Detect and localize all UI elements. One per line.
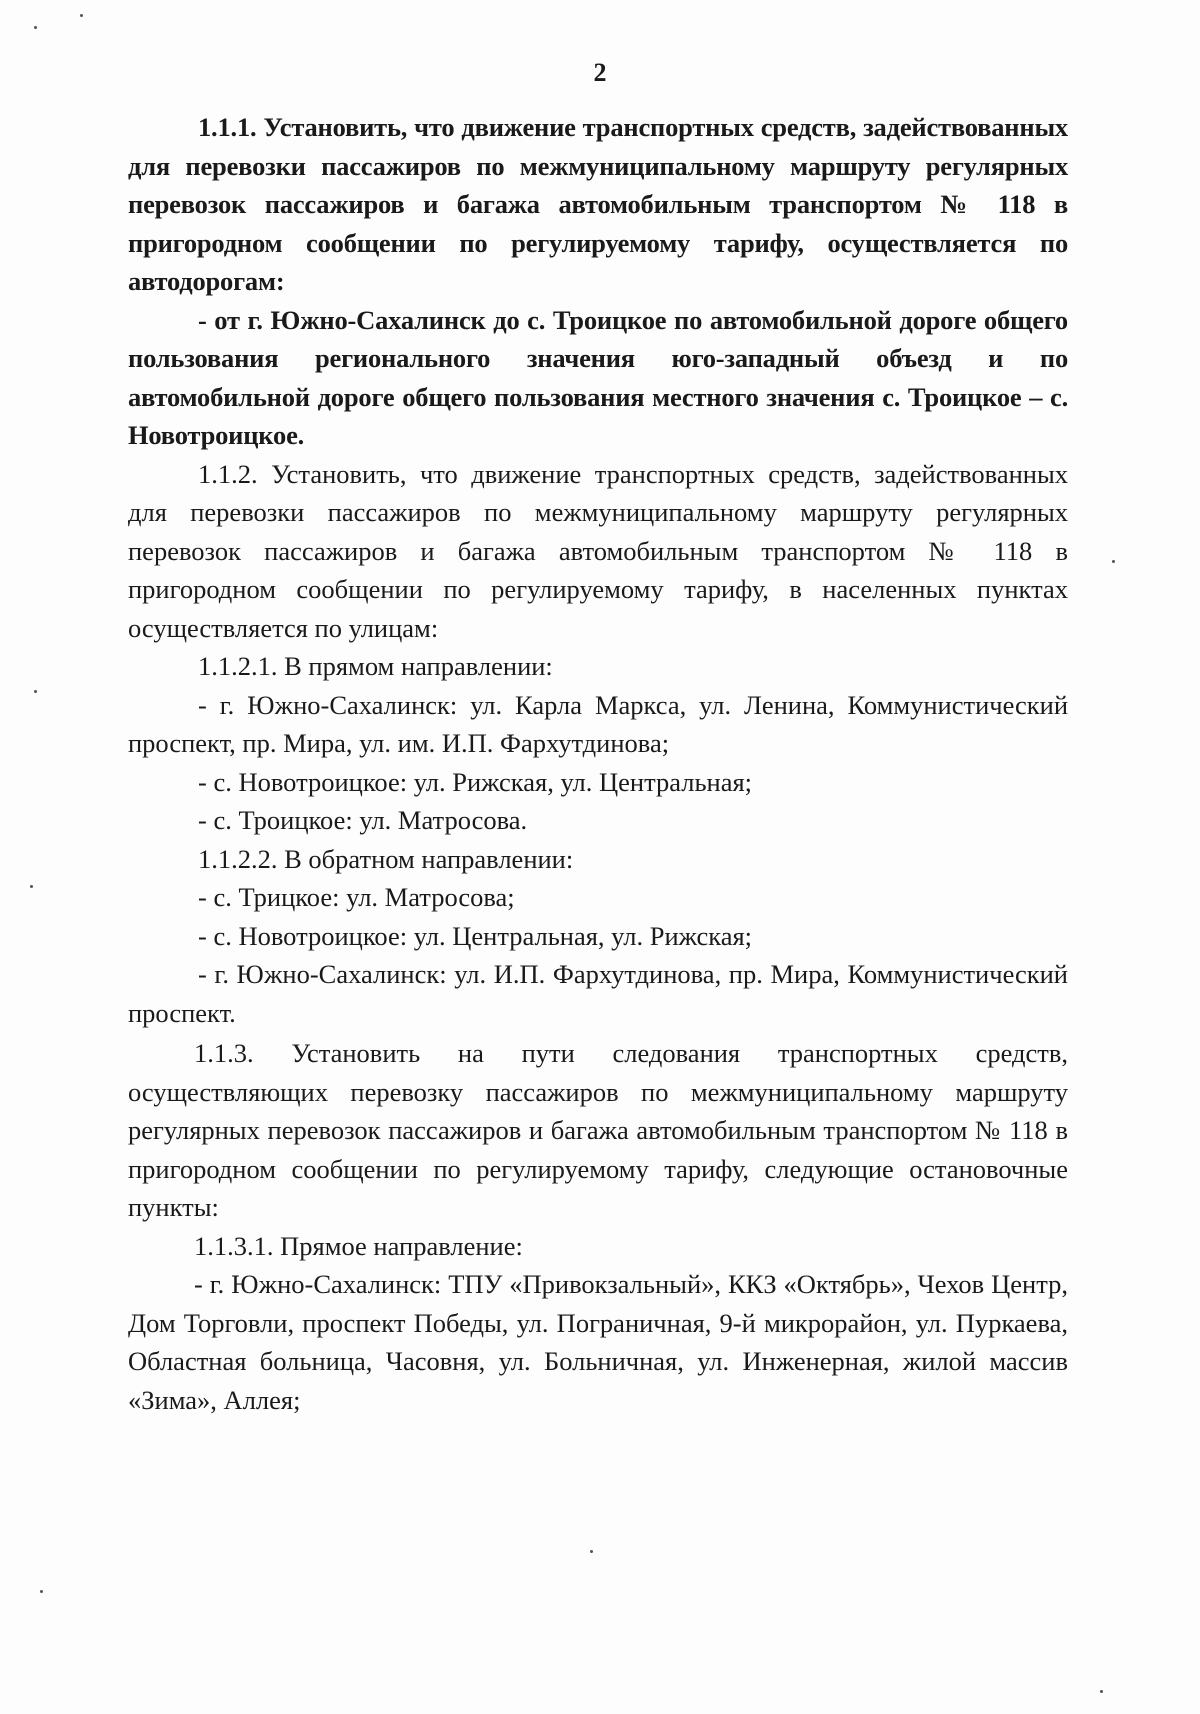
paragraph-1-1-2-1: 1.1.2.1. В прямом направлении: bbox=[198, 651, 553, 681]
scan-speck bbox=[80, 14, 83, 17]
paragraph-stops-yuzhno: - г. Южно-Сахалинск: ТПУ «Привокзальный», ККЗ «Октябрь», Чехов Центр, Дом Торговли, проспект Победы, ул. Пограничная, 9-й микрорайон, ул. Пуркаева, Областная больница, Часовня, ул. Больничная, ул. Инженерная, жилой массив «Зима», Аллея; bbox=[128, 1269, 1068, 1415]
paragraph-back-troitskoe: - с. Трицкое: ул. Матросова; bbox=[198, 882, 515, 912]
paragraph-1-1-2-2: 1.1.2.2. В обратном направлении: bbox=[198, 843, 574, 874]
scan-speck bbox=[1112, 560, 1115, 563]
scan-speck bbox=[30, 885, 33, 888]
paragraph-back-yuzhno: - г. Южно-Сахалинск: ул. И.П. Фархутдинова, пр. Мира, Коммунистический проспект. bbox=[128, 959, 1068, 1028]
paragraph-back-novotroitskoe: - с. Новотроицкое: ул. Центральная, ул. Рижская; bbox=[198, 920, 753, 951]
scan-speck bbox=[590, 1550, 593, 1553]
paragraph-route-roads: - от г. Южно-Сахалинск до с. Троицкое по автомобильной дороге общего пользования регионального значения юго-западный объезд и по автомобильной дороге общего пользования местного значения с. Троицкое – с. Новотроицкое. bbox=[128, 304, 1068, 450]
paragraph-forward-yuzhno: - г. Южно-Сахалинск: ул. Карла Маркса, ул. Ленина, Коммунистический проспект, пр. Мира, ул. им. И.П. Фархутдинова; bbox=[128, 689, 1068, 758]
paragraph-1-1-3-1: 1.1.3.1. Прямое направление: bbox=[194, 1230, 523, 1261]
scan-speck bbox=[1100, 1690, 1103, 1693]
paragraph-1-1-2: 1.1.2. Установить, что движение транспортных средств, задействованных для перевозки пассажиров по межмуниципальному маршруту регулярных перевозок пассажиров и багажа автомобильным транспортом № 118 в пригородном сообщении по регулируемому тарифу, в населенных пунктах осуществляется по улицам: bbox=[128, 458, 1068, 643]
paragraph-1-1-3: 1.1.3. Установить на пути следования транспортных средств, осуществляющих перевозку пассажиров по межмуниципальному маршруту регулярных перевозок пассажиров и багажа автомобильным транспортом № 118 в пригородном сообщении по регулируемому тарифу, следующие остановочные пункты: bbox=[128, 1038, 1068, 1222]
paragraph-forward-troitskoe: - с. Троицкое: ул. Матросова. bbox=[198, 805, 528, 835]
scan-speck bbox=[34, 690, 37, 693]
paragraph-forward-novotroitskoe: - с. Новотроицкое: ул. Рижская, ул. Центральная; bbox=[198, 766, 753, 797]
page-number: 2 bbox=[593, 58, 607, 87]
scan-speck bbox=[34, 26, 37, 29]
scan-speck bbox=[40, 1590, 43, 1593]
document-body bbox=[128, 108, 1068, 1419]
paragraph-1-1-1: 1.1.1. Установить, что движение транспортных средств, задействованных для перевозки пассажиров по межмуниципальному маршруту регулярных перевозок пассажиров и багажа автомобильным транспортом № 118 в пригородном сообщении по регулируемому тарифу, осуществляется по автодорогам: bbox=[128, 112, 1068, 296]
